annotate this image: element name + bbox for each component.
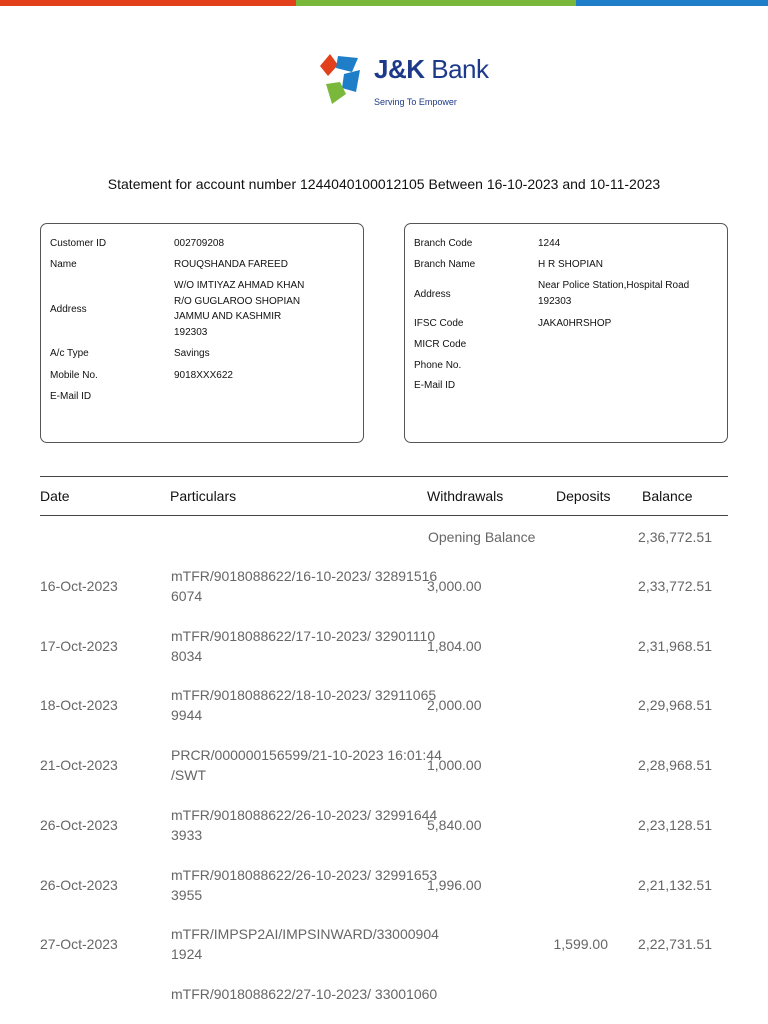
name-label: Name	[50, 259, 77, 270]
header-balance: Balance	[642, 488, 693, 504]
top-color-bar	[0, 0, 768, 6]
header-withdrawals: Withdrawals	[427, 488, 504, 504]
row-date: 17-Oct-2023	[40, 638, 118, 654]
row-withdrawal: 1,996.00	[427, 877, 482, 893]
row-date: 26-Oct-2023	[40, 877, 118, 893]
row-particulars-line1: mTFR/9018088622/26-10-2023/ 32991653	[171, 867, 438, 883]
bank-logo-mark-icon	[316, 52, 368, 108]
top-bar-green-segment	[296, 0, 576, 6]
ifsc-value: JAKA0HRSHOP	[538, 318, 612, 329]
row-withdrawal: 5,840.00	[427, 817, 482, 833]
header-date: Date	[40, 488, 70, 504]
row-withdrawal: 3,000.00	[427, 578, 482, 594]
row-particulars-line1: PRCR/000000156599/21-10-2023 16:01:44	[171, 747, 442, 763]
row-particulars-line2: 3955	[171, 887, 203, 903]
branch-code-label: Branch Code	[414, 238, 473, 249]
email-label: E-Mail ID	[50, 391, 92, 402]
branch-details-box	[404, 223, 728, 443]
top-bar-blue-segment	[576, 0, 768, 6]
row-balance: 2,23,128.51	[638, 817, 712, 833]
address-value: W/O IMTIYAZ AHMAD KHAN R/O GUGLAROO SHOPIAN JAMMU AND KASHMIR 192303	[174, 280, 305, 338]
row-balance: 2,21,132.51	[638, 877, 712, 893]
row-balance: 2,33,772.51	[638, 578, 712, 594]
ifsc-label: IFSC Code	[414, 318, 464, 329]
branch-address-label: Address	[414, 289, 451, 300]
bank-name: J&K Bank	[374, 54, 489, 84]
row-particulars-line1: mTFR/9018088622/27-10-2023/ 33001060	[171, 986, 438, 1002]
row-particulars-line2: 6074	[171, 588, 203, 604]
top-bar-red-segment	[0, 0, 296, 6]
customer-id-label: Customer ID	[50, 238, 107, 249]
row-withdrawal: 2,000.00	[427, 697, 482, 713]
row-particulars-line1: mTFR/9018088622/16-10-2023/ 32891516	[171, 568, 438, 584]
name-value: ROUQSHANDA FAREED	[174, 259, 288, 270]
row-date: 27-Oct-2023	[40, 936, 118, 952]
branch-address-value: Near Police Station,Hospital Road 192303	[538, 280, 690, 307]
row-date: 18-Oct-2023	[40, 697, 118, 713]
row-date: 21-Oct-2023	[40, 757, 118, 773]
row-particulars-line2: 8034	[171, 648, 203, 664]
branch-name-label: Branch Name	[414, 259, 476, 270]
row-balance: 2,28,968.51	[638, 757, 712, 773]
ac-type-value: Savings	[174, 348, 210, 359]
row-particulars-line2: 1924	[171, 946, 203, 962]
branch-email-label: E-Mail ID	[414, 380, 456, 391]
row-particulars-line1: mTFR/IMPSP2AI/IMPSINWARD/33000904	[171, 926, 439, 942]
row-particulars-line1: mTFR/9018088622/17-10-2023/ 32901110	[171, 628, 436, 644]
phone-label: Phone No.	[414, 360, 462, 371]
ac-type-label: A/c Type	[50, 348, 89, 359]
header-particulars: Particulars	[170, 488, 237, 504]
opening-balance-value: 2,36,772.51	[638, 529, 712, 545]
mobile-label: Mobile No.	[50, 370, 98, 381]
row-withdrawal: 1,804.00	[427, 638, 482, 654]
statement-title: Statement for account number 1244040100012105 Between 16-10-2023 and 10-11-2023	[107, 176, 661, 192]
row-balance: 2,22,731.51	[638, 936, 712, 952]
customer-id-value: 002709208	[174, 238, 225, 249]
micr-label: MICR Code	[414, 339, 467, 350]
row-balance: 2,29,968.51	[638, 697, 712, 713]
address-label: Address	[50, 304, 87, 315]
table-top-rule	[40, 476, 728, 477]
branch-code-value: 1244	[538, 238, 561, 249]
mobile-value: 9018XXX622	[174, 370, 233, 381]
header-deposits: Deposits	[556, 488, 611, 504]
branch-name-value: H R SHOPIAN	[538, 259, 604, 270]
customer-details-box	[40, 223, 364, 443]
row-particulars-line2: 3933	[171, 827, 203, 843]
row-balance: 2,31,968.51	[638, 638, 712, 654]
row-date: 16-Oct-2023	[40, 578, 118, 594]
opening-balance-label: Opening Balance	[428, 529, 536, 545]
bank-tagline: Serving To Empower	[374, 97, 457, 107]
row-withdrawal: 1,000.00	[427, 757, 482, 773]
row-date: 26-Oct-2023	[40, 817, 118, 833]
row-particulars-line1: mTFR/9018088622/26-10-2023/ 32991644	[171, 807, 438, 823]
table-header-rule	[40, 515, 728, 516]
row-particulars-line1: mTFR/9018088622/18-10-2023/ 32911065	[171, 687, 437, 703]
row-deposit: 1,599.00	[553, 936, 608, 952]
row-particulars-line2: /SWT	[171, 767, 206, 783]
row-particulars-line2: 9944	[171, 707, 203, 723]
bank-logo	[316, 52, 489, 114]
